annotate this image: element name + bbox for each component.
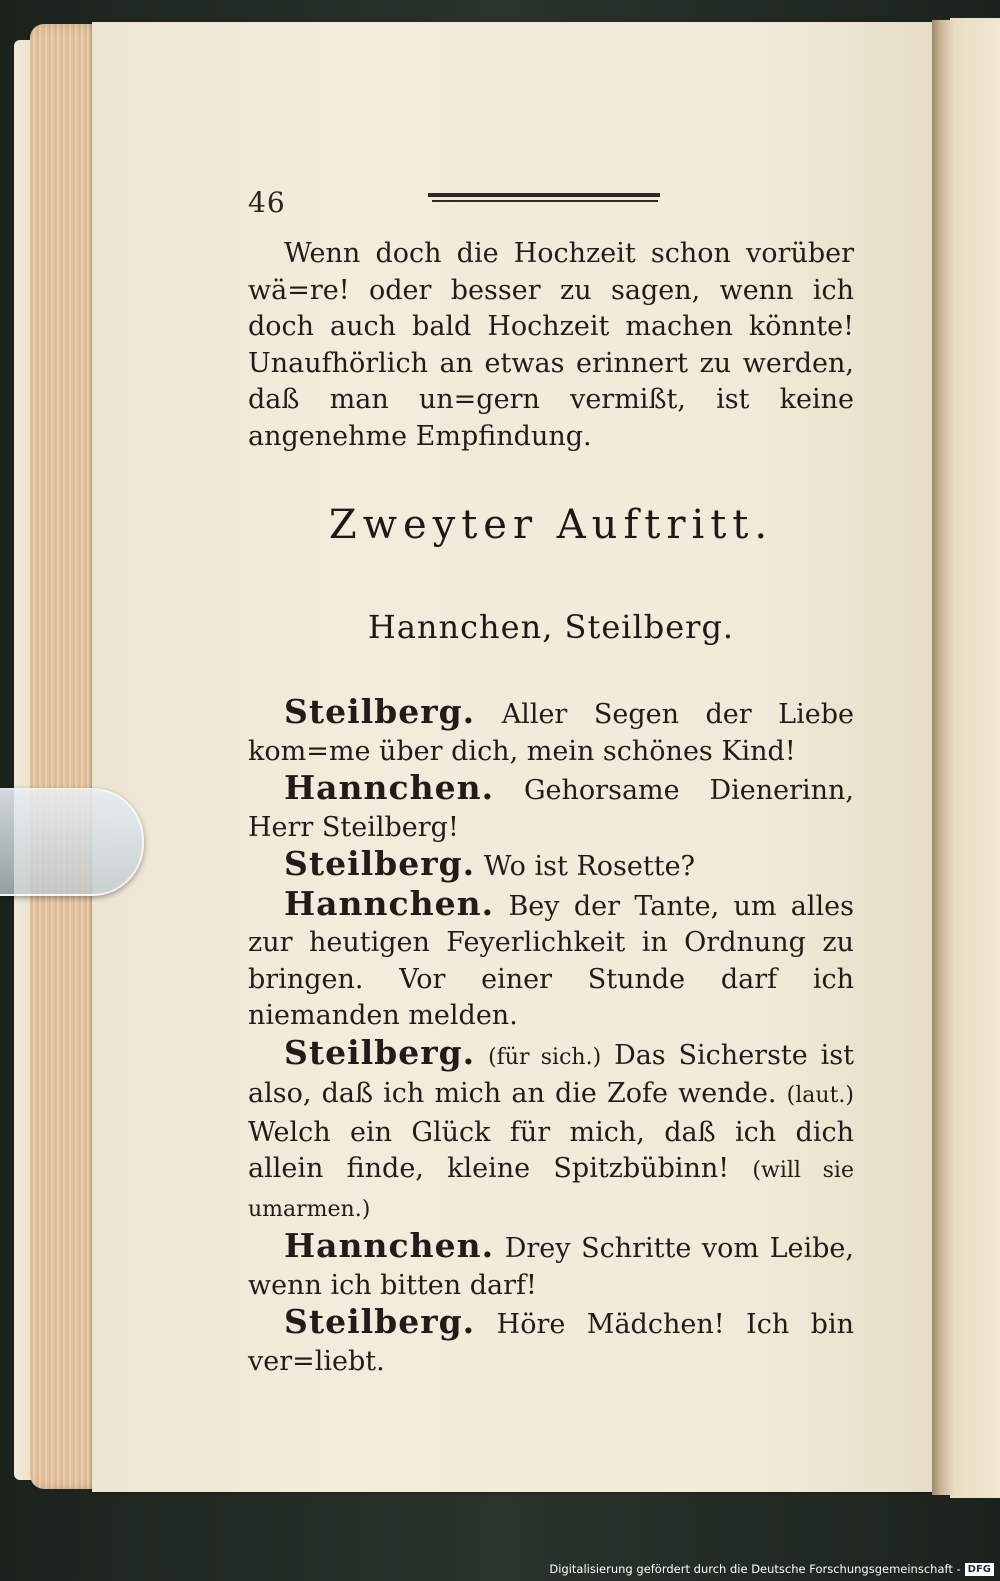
speaker-name: Steilberg.: [284, 1302, 476, 1341]
dialogue-line: [248, 883, 854, 1035]
speaker-name: Steilberg.: [284, 844, 476, 883]
dfg-logo-icon: DFG: [965, 1563, 994, 1576]
dialogue-text: Gehorsame Dienerinn, Herr Steilberg!: [248, 775, 854, 843]
next-page-edge: [950, 18, 1000, 1498]
dialogue-line: [248, 1228, 854, 1304]
page-number: 46: [248, 186, 286, 219]
speaker-name: Hannchen.: [284, 883, 495, 923]
dialogue-block: [248, 694, 854, 1380]
page-clip: [0, 788, 144, 896]
footer-credit-text: Digitalisierung gefördert durch die Deutsche Forschungsgemeinschaft -: [549, 1562, 961, 1576]
cast-list: Hannchen, Steilberg.: [367, 608, 735, 646]
stage-direction: (für sich.): [488, 1044, 602, 1070]
book-gutter: [932, 20, 954, 1495]
dialogue-text: Höre Mädchen! Ich bin ver=liebt.: [248, 1309, 854, 1377]
dialogue-text: Das Sicherste ist also, daß ich mich an die Zofe wende.: [248, 1039, 854, 1109]
dialogue-text: Welch ein Glück für mich, daß ich dich allein finde, kleine Spitzbübinn!: [248, 1116, 854, 1184]
intro-paragraph-block: [248, 236, 854, 455]
dialogue-text: Drey Schritte vom Leibe, wenn ich bitten darf!: [248, 1233, 854, 1301]
scene-title: Zweyter Auftritt.: [328, 502, 774, 548]
footer-credit: [549, 1559, 994, 1579]
dialogue-line: [248, 1304, 854, 1380]
dialogue-text: Wo ist Rosette?: [483, 851, 696, 882]
stage-direction: (laut.): [786, 1083, 854, 1108]
dialogue-line: [248, 1032, 854, 1229]
dialogue-line: [248, 846, 854, 886]
dialogue-text: Bey der Tante, um alles zur heutigen Feyerlichkeit in Ordnung zu bringen. Vor einer Stunde darf ich niemanden melden.: [248, 890, 854, 1031]
header-rule-thin: [432, 200, 658, 202]
speaker-name: Hannchen.: [284, 1226, 495, 1265]
intro-paragraph: Wenn doch die Hochzeit schon vorüber wä=re! oder besser zu sagen, wenn ich doch auch bald Hochzeit machen könnte! Unaufhörlich an etwas erinnert zu werden, daß man un=gern vermißt, ist keine angenehme Empfindung.: [248, 238, 854, 452]
speaker-name: Hannchen.: [284, 768, 495, 807]
speaker-name: Steilberg.: [284, 1032, 476, 1072]
dialogue-text: Aller Segen der Liebe kom=me über dich, mein schönes Kind!: [248, 699, 854, 767]
dialogue-line: [248, 694, 854, 770]
header-rule: [428, 193, 660, 197]
dialogue-line: [248, 770, 854, 846]
stage-direction: (will sie umarmen.): [248, 1158, 854, 1222]
speaker-name: Steilberg.: [284, 692, 476, 731]
